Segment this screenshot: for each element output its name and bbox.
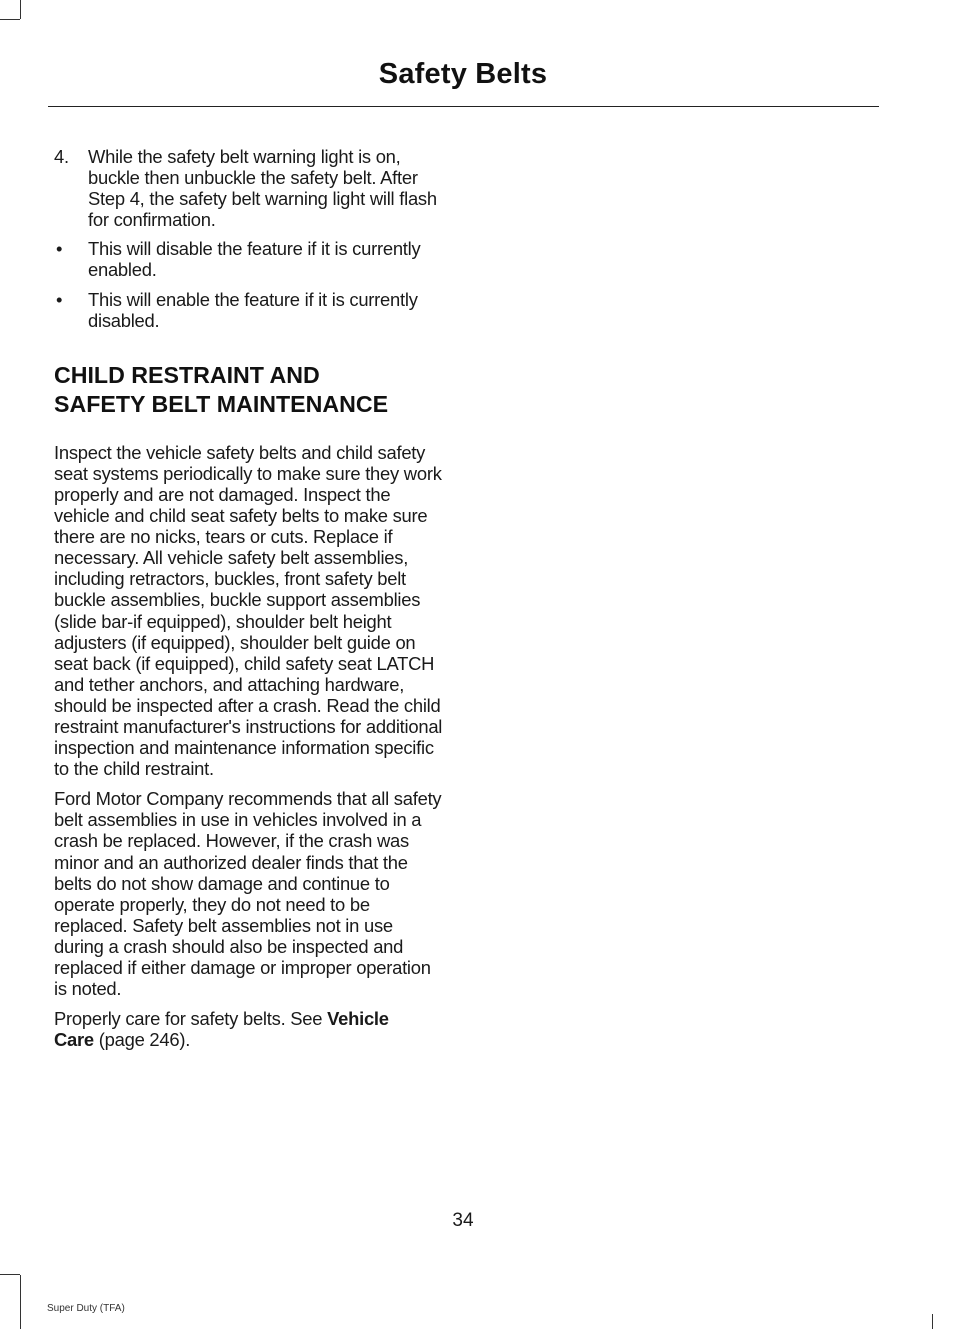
care-suffix: (page 246). <box>93 1029 191 1051</box>
vehicle-care-link[interactable]: Vehicle <box>327 1008 389 1030</box>
bullet-text: This will enable the feature if it is currently disabled. <box>88 288 418 331</box>
vehicle-care-link[interactable]: Care <box>54 1029 94 1051</box>
bullet-text: This will disable the feature if it is currently enabled. <box>88 238 421 281</box>
paragraph-care <box>54 1008 446 1050</box>
footer-model: Super Duty (TFA) <box>47 1303 125 1314</box>
crop-mark <box>0 1274 20 1275</box>
page-number: 34 <box>452 1210 474 1231</box>
section-heading <box>54 361 446 419</box>
step-text: While the safety belt warning light is on, buckle then unbuckle the safety belt. After Step 4, the safety belt warning light will flash for confirmation. <box>88 146 437 231</box>
header-divider <box>48 106 879 107</box>
section-heading-line: CHILD RESTRAINT AND <box>54 361 320 388</box>
paragraph-inspection: Inspect the vehicle safety belts and child safety seat systems periodically to make sure they work properly and are not damaged. Inspect the vehicle and child seat safety belts to make sure there are no nicks, tears or cuts. Replace if necessary. All vehicle safety belt assemblies, including retractors, buckles, front safety belt buckle assemblies, buckle support assemblies (slide bar-if equipped), shoulder belt height adjusters (if equipped), shoulder belt guide on seat back (if equipped), child safety seat LATCH and tether anchors, and attaching hardware, should be inspected after a crash. Read the child restraint manufacturer's instructions for additional inspection and maintenance information specific to the child restraint. <box>54 441 443 780</box>
content-column <box>54 146 446 1059</box>
care-prefix: Properly care for safety belts. See <box>54 1008 328 1030</box>
crop-mark <box>20 1314 21 1329</box>
step-number: 4. <box>54 146 69 167</box>
list-item <box>54 146 446 230</box>
paragraph-replacement: Ford Motor Company recommends that all safety belt assemblies in use in vehicles involved in a crash be replaced. However, if the crash was minor and an authorized dealer finds that the belts do not show damage and continue to operate properly, they do not need to be replaced. Safety belt assemblies not in use during a crash should also be inspected and replaced if either damage or improper operation is noted. <box>54 788 442 1000</box>
section-heading-line: SAFETY BELT MAINTENANCE <box>54 390 389 417</box>
page-title: Safety Belts <box>378 58 548 90</box>
crop-mark <box>0 19 20 20</box>
bullet-marker: • <box>56 288 63 310</box>
list-item <box>54 289 446 331</box>
bullet-marker: • <box>56 238 63 260</box>
crop-mark <box>20 0 21 19</box>
list-item <box>54 238 446 280</box>
crop-mark <box>932 1314 933 1329</box>
